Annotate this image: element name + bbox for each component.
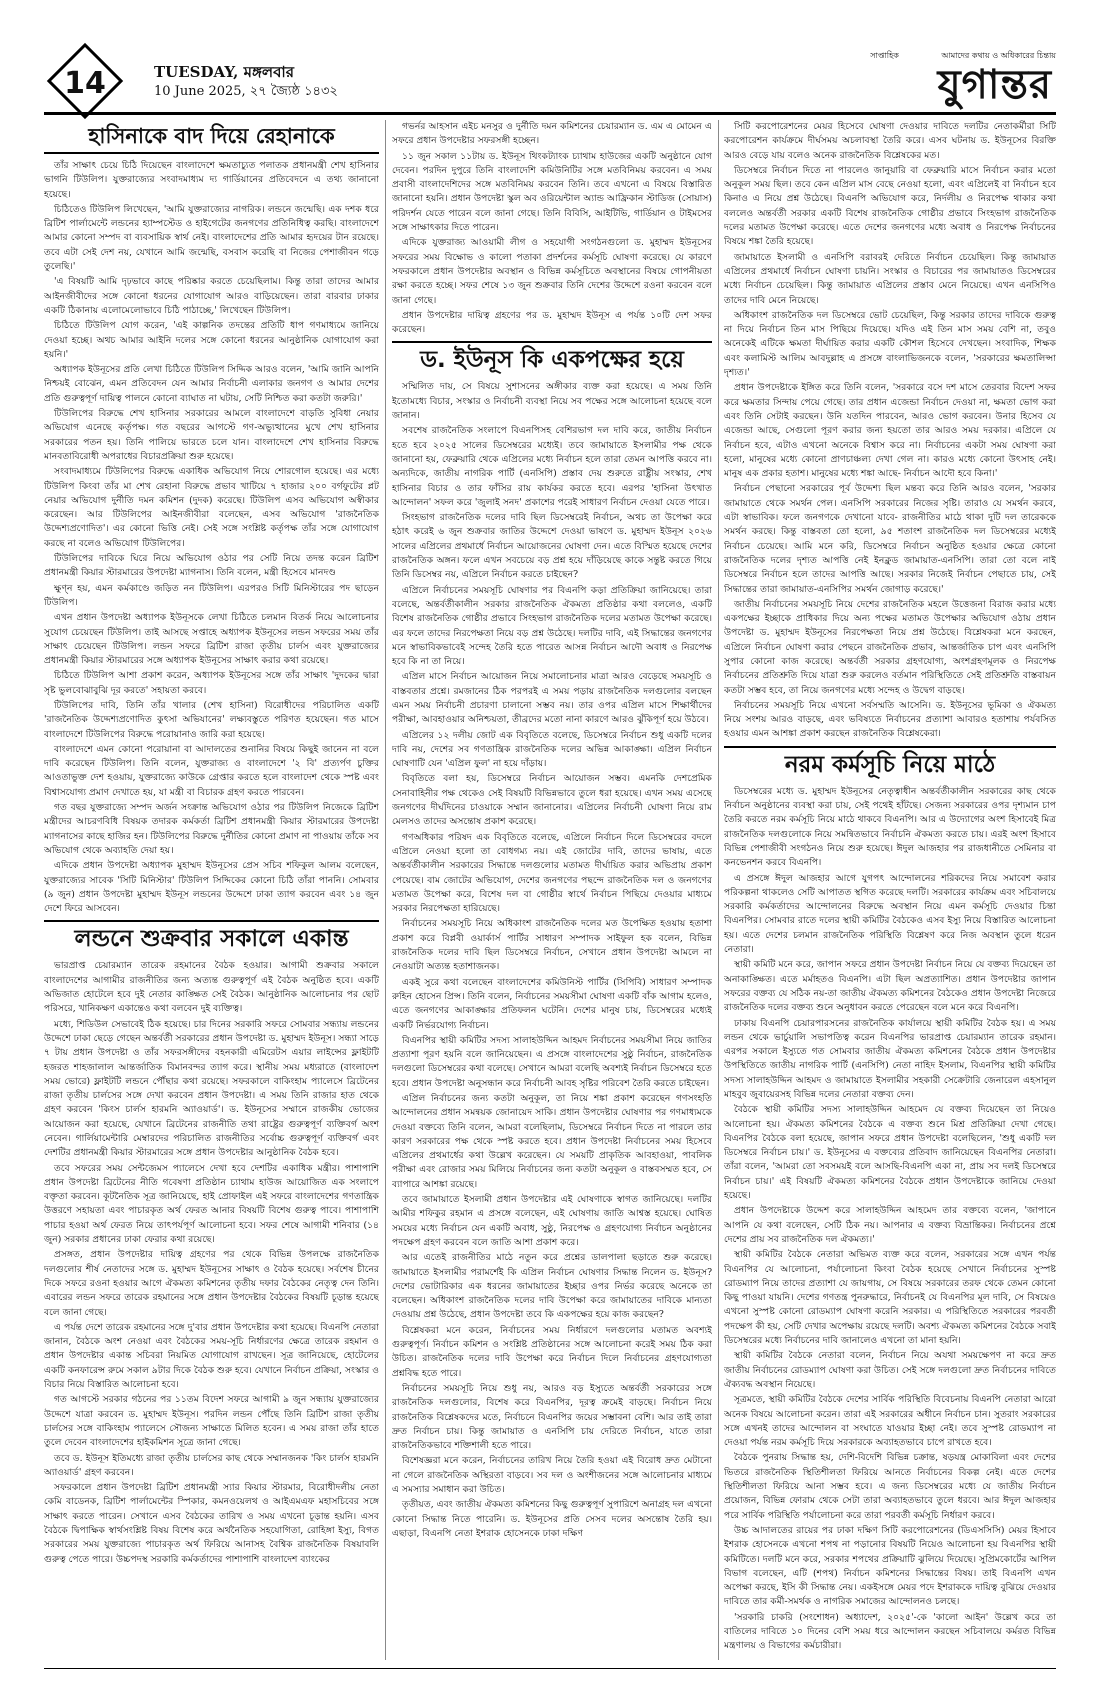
article-body: [724, 120, 1056, 742]
paragraph: বাংলাদেশে এমন কোনো পরোয়ানা বা আদালতের শুনানির বিষয়ে কিছুই জানেন না বলে দাবি করেছেন টিউলিপ। তিনি বলেন, যুক্তরাজ্য ও বাংলাদেশে '২ বি' প্রত্যর্পণ চুক্তির আওতাভুক্ত দেশ হওয়ায়, যুক্তরাজ্যে কাউকে গ্রেপ্তার করতে হলে বাংলাদেশ থেকে স্পষ্ট এবং বিশ্বাসযোগ্য প্রমাণ দেখাতে হয়, যা মন্ত্রী বা বিচারক গ্রহণ করতে পারবেন।: [44, 743, 379, 798]
paragraph: সংবাদমাধ্যমে টিউলিপের বিরুদ্ধে একাধিক অভিযোগ নিয়ে শোরগোল হয়েছে। এর মধ্যে টিউলিপ কিংবা তাঁর মা শেখ রেহানা বিরুদ্ধে প্রভাব খাটিয়ে ৭ হাজার ২০০ বর্গফুটের প্লট নেয়ার অভিযোগ দুর্নীতি দমন কমিশন (দুদক) করেছে। টিউলিপ এসব অভিযোগ অস্বীকার করেছেন। আর টিউলিপের আইনজীবীরা বলেছেন, এসব অভিযোগ 'রাজনৈতিক উদ্দেশ্যপ্রণোদিত'। এর কোনো ভিত্তি নেই। সেই সঙ্গে সংশ্লিষ্ট কর্তৃপক্ষ তাঁর সঙ্গে যোগাযোগ করছে না বলেও অভিযোগ টিউলিপের।: [44, 466, 379, 549]
headline-hasina-rehana: হাসিনাকে বাদ দিয়ে রেহানাকে: [44, 122, 379, 154]
date-label: 10 June 2025, ২৭ জ্যৈষ্ঠ ১৪৩২: [154, 84, 338, 99]
paragraph: প্রধান উপদেষ্টাকে ইঙ্গিত করে তিনি বলেন, 'সরকারে বসে দশ মাসে তেরবার বিদেশ সফর করে ক্ষমতার সিন্দায় পেয়ে গেছে। তার প্রধান এজেন্ডা নির্বাচন দেওয়া না, ক্ষমতা ভোগ করা এবং তিনি সেটাই করছেন। উনি যতদিন পারবেন, আরও ভোগ করবেন। উনার হিসেব যে এজেন্ডা আছে, সেগুলো পূরণ করার জন্য হয়তো তার আরও সময় দরকার। এপ্রিলে যে নির্বাচন হবে, এটাও এখনো অনেকে বিশ্বাস করে না। নির্বাচনের একটা সময় ঘোষণা করা হলো, মানুষের মধ্যে কোনো প্রাণচাঞ্চল্য দেখা গেল না। কারও মধ্যে কোনো উৎসাহ নেই। মানুষ এক প্রকার হতাশ। মানুষের মধ্যে শঙ্কা আছে- নির্বাচন আদৌ হবে কিনা।': [724, 382, 1056, 480]
paragraph: 'এ বিষয়টি আমি দৃঢ়ভাবে কাছে পরিষ্কার করতে চেয়েছিলাম। কিন্তু তারা তাদের আমার আইনজীবীদের সঙ্গে কোনো ধরনের যোগাযোগ আরও বাড়িয়েছেন। তারা বারবার ঢাকার একটি ঠিকানায় এলোমেলোভাবে চিঠি পাঠাচ্ছে,' লিখেছেন টিউলিপ।: [44, 276, 379, 316]
paragraph: সবশেষ রাজনৈতিক সংলাপে বিএনপিসহ বেশিরভাগ দল দাবি করে, জাতীয় নির্বাচন হতে হবে ২০২৫ সালের ডিসেম্বরের মধ্যেই। তবে জামায়াতে ইসলামীর পক্ষ থেকে জানানো হয়, ফেব্রুয়ারি থেকে এপ্রিলের মধ্যে নির্বাচন হলে তারা তেমন আপত্তি করবে না। অন্যদিকে, জাতীয় নাগরিক পার্টি (এনসিপি) প্রস্তাব দেয় শুরুতে রাষ্ট্রীয় সংস্কার, শেখ হাসিনার বিচার ও তার ফাঁসির রায় কার্যকর করতে হবে। এরপর 'হাসিনা উৎখাত আন্দোলন' সফল করে 'জুলাই সনদ' প্রকাশের পরেই সাধারণ নির্বাচন দেওয়া যেতে পারে।: [392, 425, 712, 508]
paragraph: এপ্রিল মাসে নির্বাচন আয়োজন নিয়ে সমালোচনার মাত্রা আরও বেড়েছে সময়সূচি ও বাস্তবতার প্রশ্নে। রমজানের ঠিক পরপরই এ সময় পড়ায় রাজনৈতিক দলগুলোর বলছেন এমন সময় নির্বাচনী প্রচারণা চালানো সম্ভব নয়। তার ওপর এপ্রিল মাসে শিক্ষার্থীদের পরীক্ষা, আবহাওয়ার অনিশ্চয়তা, তীব্রদের মতো নানা কারণে আরও ঝুঁকিপূর্ণ হয়ে উঠবে।: [392, 671, 712, 726]
paragraph: মধ্যে, শিডিউল সেভাবেই ঠিক হয়েছে। চার দিনের সরকারি সফরে সোমবার সন্ধ্যায় লন্ডনের উদ্দেশে ঢাকা ছেড়ে গেছেন অন্তর্বর্তী সরকারের প্রধান উপদেষ্টা ড. মুহাম্মদ ইউনূস। সন্ধ্যা সাড়ে ৭ টায় প্রধান উপদেষ্টা ও তাঁর সফরসঙ্গীদের বহনকারী এমিরেটস এয়ার লাইন্সের ফ্লাইটটি হজরত শাহজালাল আন্তর্জাতিক বিমানবন্দর ত্যাগ করে। স্থানীয় সময় মধ্যরাতে (বাংলাদেশ সময় ভোরে) ফ্লাইটটি লন্ডনে পৌঁছার কথা রয়েছে। সফরকালে বাকিংহাম প্যালেসে ব্রিটেনের রাজা তৃতীয় চার্লসের সঙ্গে দেখা করবেন প্রধান উপদেষ্টা। এ সময় তিনি রাজার হাত থেকে গ্রহণ করবেন 'কিংস চার্লস হারমনি অ্যাওয়ার্ড'। ড. ইউনূসের সম্মানে রাজকীয় ভোজের আয়োজন করা হয়েছে, যেখানে ব্রিটেনের রাজনীতি তথা রাষ্ট্রের গুরুত্বপূর্ণ ব্যক্তিবর্গ অংশ নেবেন। গার্লিয়ামেন্টারি মেম্বারদের পরিচালিত রাজনীতির সর্বোচ্চ গুরুত্বপূর্ণ ব্যক্তিবর্গ এবং দেশটির প্রধানমন্ত্রী কিয়ার স্টারমারের সঙ্গে প্রধান উপদেষ্টার আনুষ্ঠানিক বৈঠক হবে।: [44, 1018, 379, 1159]
paragraph: গভর্নর আহসান এইচ মনসুর ও দুর্নীতি দমন কমিশনের চেয়ারম্যান ড. এম এ মোমেন এ সফরে প্রধান উপদেষ্টার সফরসঙ্গী হচ্ছেন।: [392, 121, 712, 147]
paragraph: আর এতেই রাজনীতির মাঠে নতুন করে প্রশ্নের ডালপালা ছড়াতে শুরু করেছে। জামায়াতে ইসলামীর পরামর্শেই কি এপ্রিল নির্বাচন ঘোষণার সিদ্ধান্ত নিলেন ড. ইউনূস? দেশের ভোটারিকার এক ধরনের জামায়াতের ইচ্ছার ওপর নির্ভর করেছে অনেকে তা বলেছেন। অধিকাংশ রাজনৈতিক দলের দাবি উপেক্ষা করে জামায়াতের দাবিকে মান্যতা দেওয়ায় প্রশ্ন উঠেছে, প্রধান উপদেষ্টা তবে কি একপক্ষের হয়ে কাজ করছেন?: [392, 1252, 712, 1321]
paragraph: অধিকাংশ রাজনৈতিক দল ডিসেম্বরে ভোট চেয়েছিল, কিন্তু সরকার তাদের দাবিকে গুরুত্ব না দিয়ে নির্বাচন তিন মাস পিছিয়ে দিয়েছে। যদিও এই তিন মাস সময় বেশি না, তবুও অনেকেই এটিকে ক্ষমতা দীর্ঘায়িত করার একটি কৌশল হিসেবে দেখছেন। সংবাদিক, শিক্ষক এবং কলামিস্ট আলিম আবদুল্লাহ এ প্রসঙ্গে বাংলাভিজনকে বলেন, 'সরকারের ক্ষমতালিপ্সা দৃশ্যত।': [724, 309, 1056, 379]
divider: [724, 746, 1056, 748]
paragraph: টিউলিপের দাবি, তিনি তাঁর খালার (শেখ হাসিনা) বিরোধীদের পরিচালিত একটি 'রাজনৈতিক উদ্দেশ্যপ্রণোদিত কুৎসা অভিযানের' লক্ষ্যবস্তুতে পরিণত হয়েছেন। গত মাসে বাংলাদেশে টিউলিপের বিরুদ্ধে পরোয়ানাও জারি করা হয়েছে।: [44, 699, 379, 740]
paragraph: টিউলিপের বিরুদ্ধে শেখ হাসিনার সরকারের আমলে বাংলাদেশে বাড়তি সুবিধা নেয়ার অভিযোগ এনেছে কর্তৃপক্ষ। গত বছরের আগস্টে গণ-অভ্যুত্থানের মুখে শেখ হাসিনার সরকারের পতন হয়। তিনি পালিয়ে ভারতে চলে যান। বাংলাদেশে শেখ হাসিনার বিরুদ্ধে মানবতাবিরোধী অপরাধের বিচারপ্রক্রিয়া শুরু হয়েছে।: [44, 408, 379, 462]
paragraph: গত বছর যুক্তরাজ্যে সম্পদ অর্জন সংক্রান্ত অভিযোগ ওঠার পর টিউলিপ নিজেকে ব্রিটিশ মন্ত্রীদের আচরণবিধি বিষয়ক তদারক কর্মকর্তা ব্রিটিশ প্রধানমন্ত্রী কিয়ার স্টারমারের উপদেষ্টা ম্যাগনাসের কাছে হাজির হন। টিউলিপের বিরুদ্ধে দুর্নীতির কোনো প্রমাণ না পাওয়ায় তাঁকে সব অভিযোগ থেকে অব্যাহতি দেয়া হয়।: [44, 802, 379, 856]
paragraph: অধ্যাপক ইউনূসের প্রতি লেখা চিঠিতে টিউলিপ সিদ্দিক আরও বলেন, 'আমি জানি আপনি নিশ্চয়ই বোঝেন, এমন প্রতিবেদন যেন আমার নির্বাচনী এলাকার জনগণ ও আমার দেশের প্রতি গুরুত্বপূর্ণ দায়িত্ব পালনে কোনো ব্যাঘাত না ঘটায়, সেটি নিশ্চিত করা কতটা জরুরি।': [44, 364, 379, 404]
paragraph: স্থায়ী কমিটির বৈঠকে নেতারা বলেন, নির্বাচন নিয়ে অযথা সময়ক্ষেপণ না করে দ্রুত জাতীয় নির্বাচনের রোডম্যাপ ঘোষণা করা উচিত। সেই সঙ্গে দলগুলো দ্রুত নির্বাচনের দাবিতে ঐক্যবদ্ধ অবস্থান নিয়েছে।: [724, 1350, 1056, 1390]
day-label: TUESDAY, মঙ্গলবার: [154, 63, 295, 81]
brand-logo: যুগান্তর: [937, 62, 1052, 108]
paragraph: বৈঠকে পুনরায় সিদ্ধান্ত হয়, দেশি-বিদেশি বিভিন্ন চক্রান্ত, ষড়যন্ত্র মোকাবিলা এবং দেশের ভিতরে রাজনৈতিক স্থিতিশীলতা ফিরিয়ে আনতে নির্বাচনের বিকল্প নেই। এতে দেশের স্থিতিশীলতা ফিরিয়ে আনা সম্ভব হবে। এ জন্য ডিসেম্বরের মধ্যে যে জাতীয় নির্বাচন প্রয়োজন, বিভিন্ন ফোরাম থেকে সেটা তারা অব্যাহতভাবে তুলে ধরবে। আর ঈদুল আজহার পরে সার্বিক পরিস্থিতি পর্যালোচনা করে তারা পরবর্তী কর্মসূচি নির্ধারণ করবে।: [724, 1452, 1056, 1521]
paragraph: গত আগস্টে সরকার গঠনের পর ১১তম বিদেশ সফরে আগামী ৯ জুন সন্ধ্যায় যুক্তরাজ্যের উদ্দেশে যাত্রা করবেন ড. মুহাম্মদ ইউনূস। পরদিন লন্ডন পৌঁছে তিনি ব্রিটিশ রাজা তৃতীয় চার্লসের সঙ্গে বাকিংহাম প্যালেসে সৌজন্য সাক্ষাতে মিলিত হবেন। এ সময় রাজা তাঁর হাতে তুলে দেবেন বাংলাদেশের হাইকমিশন সূত্রে জানা গেছে।: [44, 1394, 379, 1449]
headline-yunus-one-side: ড. ইউনূস কি একপক্ষের হয়ে: [420, 347, 684, 374]
paragraph: গণঅধিকার পরিষদ এক বিবৃতিতে বলেছে, এপ্রিলে নির্বাচন দিলে ডিসেম্বরের বদলে এপ্রিলে নেওয়া হলো তা বোধগম্য নয়। এই জোটের দাবি, তাদের ভাষায়, এতে অন্তর্বর্তীকালীন সরকারের সিদ্ধান্তে দলগুলোর মতামত দীর্ঘায়িত করার অভিপ্রায় প্রকাশ পেয়েছে। বাম জোটের অভিযোগ, দেশের জনগণের পছন্দে রাজনৈতিক দল ও জনগণের মতামত উপেক্ষা করে, বিশেষ দল বা গোষ্ঠীর স্বার্থে নির্বাচন পিছিয়ে দেওয়ার মাধ্যমে সরকার নিরপেক্ষতা হারিয়েছে।: [392, 831, 712, 915]
paragraph: চিঠিতে টিউলিপ যোগ করেন, 'এই কাল্পনিক তদন্তের প্রতিটি ধাপ গণমাধ্যমে জানিয়ে দেওয়া হচ্ছে। অথচ আমার আইনি দলের সঙ্গে কোনো ধরনের আনুষ্ঠানিক যোগাযোগ করা হয়নি।': [44, 320, 379, 360]
paragraph: জাতীয় নির্বাচনের সময়সূচি নিয়ে দেশের রাজনৈতিক মহলে উত্তেজনা বিরাজ করার মধ্যে একপক্ষের ইচ্ছাকে প্রাধিকার দিয়ে অন্য পক্ষের মতামত উপেক্ষার অভিযোগ ওঠায় প্রধান উপদেষ্টা ড. মুহাম্মদ ইউনূসের নিরপেক্ষতা নিয়ে প্রশ্ন উঠেছে। বিশ্লেষকরা মনে করছেন, এপ্রিলে নির্বাচন ঘোষণা করার পেছনে রাজনৈতিক প্রভাব, আন্তর্জাতিক চাপ এবং এনসিপি সুপার কোনো কাজ করেছে। অন্তর্বর্তী সরকার গ্রহণযোগ্য, অংশগ্রহণমূলক ও নিরপেক্ষ নির্বাচনের প্রতিশ্রুতি দিয়ে যাত্রা শুরু করলেও বর্তমান পরিস্থিতিতে সেই প্রতিশ্রুতি বাস্তবায়ন কতটা সম্ভব হবে, তা নিয়ে জনগণের মধ্যে সন্দেহ ও উদ্বেগ বাড়ছে।: [724, 598, 1056, 696]
brand-prefix: সাপ্তাহিক: [870, 51, 899, 60]
paragraph: তৃতীয়ত, এবং জাতীয় ঐকমত্য কমিশনের কিছু গুরুত্বপূর্ণ সুপারিশে অনাগ্রহ দল এখনো কোনো সিদ্ধান্ত নিতে পারেনি। ড. ইউনূসের প্রতি সেসব দলের অসন্তোষ তৈরি হয়। এছাড়া, বিএনপি নেতা ইশরাক হোসেনকে ঢাকা দক্ষিণ: [392, 1499, 712, 1539]
article-body: [392, 380, 712, 1541]
paragraph: বিবৃতিতে বলা হয়, ডিসেম্বরে নির্বাচন আয়োজন সম্ভব। এমনকি দেশপ্রেমিক সেনাবাহিনীর পক্ষ থেকেও সেই বিষয়টি বিভিন্নভাবে তুলে ধরা হয়েছে। এখন সময় এসেছে জনগণের দীর্ঘদিনের চাওয়াকে সম্মান জানানোর। এপ্রিলের নির্বাচনী ঘোষণা নিয়ে রাম মেলসও তাদের অসন্তোষ প্রকাশ করেছে।: [392, 773, 712, 828]
paragraph: প্রধান উপদেষ্টার দায়িত্ব গ্রহণের পর ড. মুহাম্মদ ইউনূস এ পর্যন্ত ১০টি দেশ সফর করেছেন।: [392, 309, 712, 336]
masthead-rule: [44, 112, 1056, 115]
paragraph: ঢাকায় বিএনপি চেয়ারপারসনের রাজনৈতিক কার্যালয়ে স্থায়ী কমিটির বৈঠক হয়। এ সময় লন্ডন থেকে ভার্চুয়ালি সভাপতিত্ব করেন বিএনপির ভারপ্রাপ্ত চেয়ারম্যান তারেক রহমান। এরপর সকালে ইস্যুতে গত সোমবার জাতীয় ঐকমত্য কমিশনের বৈঠকে প্রধান উপদেষ্টার উপস্থিতিতে জাতীয় নাগরিক পার্টি (এনসিপি) নেতা নাহিদ ইসলাম, বিএনপির স্থায়ী কমিটির সদস্য সালাহউদ্দিন আহমদ ও জামায়াতে ইসলামীর সহকারী সেক্রেটারি জেনারেল এহসানুল মাহবুব জুবায়েরসহ বিভিন্ন দলের নেতারা বক্তব্য দেন।: [724, 1017, 1056, 1100]
column-separator: [385, 120, 386, 1660]
paragraph: ডিসেম্বরে নির্বাচন দিতে না পারলেও জানুয়ারি বা ফেব্রুয়ারি মাসে নির্বাচন করার মতো অনুকূল সময় ছিল। তবে কেন এপ্রিল মাস বেছে নেওয়া হলো, এবং এপ্রিলেই বা নির্বাচন হবে কিনাও এ নিয়ে প্রশ্ন উঠেছে। বিএনপি অভিযোগ করে, নির্দলীয় ও নিরপেক্ষ থাকার কথা বললেও অন্তর্বর্তী সরকার একটি বিশেষ রাজনৈতিক গোষ্ঠীর প্রভাবে সিংহভাগ রাজনৈতিক দলের মতামত উপেক্ষা করেছে। এতে দেশের জনগণের মধ্যে অবাধ ও নিরপেক্ষ নির্বাচনের বিষয়ে শঙ্কা তৈরি হয়েছে।: [724, 164, 1056, 248]
paragraph: এদিকে যুক্তরাজ্য আওয়ামী লীগ ও সহযোগী সংগঠনগুলো ড. মুহাম্মদ ইউনূসের সফরের সময় বিক্ষোভ ও কালো পতাকা প্রদর্শনের কর্মসূচি ঘোষণা করেছে। যে কারণে সফরকালে প্রধান উপদেষ্টার অবস্থান ও বিভিন্ন কর্মসূচিতে অবস্থানের বিষয়ে গোপনীয়তা রক্ষা করতে হচ্ছে। সফর শেষে ১৩ জুন শুক্রবার তিনি দেশের উদ্দেশে রওনা করবেন বলে জানা গেছে।: [392, 237, 712, 306]
paragraph: এপ্রিলে নির্বাচনের সময়সূচি ঘোষণার পর বিএনপি কড়া প্রতিক্রিয়া জানিয়েছে। তারা বলেছে, অন্তর্বর্তীকালীন সরকার রাজনৈতিক ঐকমত্য প্রতিষ্ঠার কথা বললেও, একটি বিশেষ রাজনৈতিক গোষ্ঠীর প্রভাবে সিংহভাগ রাজনৈতিক দলের মতামত উপেক্ষা করেছে। এর ফলে তাদের নিরপেক্ষতা নিয়ে বড় প্রশ্ন উঠেছে। দলটির দাবি, এই সিদ্ধান্তের জনগণের মনে স্বাভাবিকভাবেই সন্দেহ তৈরি হতে পারেত আসন্ন নির্বাচন আদৌ অবাধ ও নিরপেক্ষ হবে কি না তা নিয়ে।: [392, 584, 712, 668]
column-3: [724, 120, 1056, 1660]
paragraph: বিশেষজ্ঞরা মনে করেন, নির্বাচনের তারিখ নিয়ে তৈরি হওয়া এই বিরোধ দ্রুত মেটানো না গেলে রাজনৈতিক অস্থিরতা বাড়বে। সব দল ও অংশীজনের সঙ্গে আলোচনার মাধ্যমে এ সমস্যার সমাধান করা উচিত।: [392, 1455, 712, 1496]
paragraph: তবে জামায়াতে ইসলামী প্রধান উপদেষ্টার এই ঘোষণাকে স্বাগত জানিয়েছে। দলটির আমীর শফিকুর রহমান এ প্রসঙ্গে বলেছেন, এই ঘোষণায় জাতি আশ্বস্ত হয়েছে। ঘোষিত সময়ের মধ্যে নির্বাচন যেন একটি অবাধ, সুষ্ঠু, নিরপেক্ষ ও গ্রহণযোগ্য নির্বাচন অনুষ্ঠানের পদক্ষেপ গ্রহণ করবেন বলে জাতি আশা প্রকাশ করে।: [392, 1194, 712, 1248]
paragraph: সিংহভাগ রাজনৈতিক দলের দাবি ছিল ডিসেম্বরেই নির্বাচন, অথচ তা উপেক্ষা করে হঠাৎ করেই ৬ জুন শুক্রবার জাতির উদ্দেশে দেওয়া ভাষণে ড. মুহাম্মদ ইউনূস ২০২৬ সালের এপ্রিলের প্রথমার্ধে নির্বাচন আয়োজনের ঘোষণা দেন। এতে বিস্মিত হয়েছে দেশের রাজনৈতিক অঙ্গন। ফলে এখন সবচেয়ে বড় প্রশ্ন হয়ে দাঁড়িয়েছে কাকে সন্তুষ্ট করতে গিয়ে তিনি ডিসেম্বর নয়, এপ্রিলে নির্বাচন করতে চাইছেন?: [392, 512, 712, 581]
footer-rule: [44, 1668, 1056, 1669]
paragraph: ডিসেম্বরের মধ্যে ড. মুহাম্মদ ইউনূসের নেতৃত্বাধীন অন্তর্বর্তীকালীন সরকারের কাছ থেকে নির্বাচন অনুষ্ঠানের ব্যবস্থা করা চায়, সেই পথেই হাঁটছে। সেজন্য সরকারের ওপর দৃশ্যমান চাপ তৈরি করতে নরম কর্মসূচি নিয়ে মাঠে থাকবে বিএনপি। আর এ উদ্যোগের অংশ হিসাবেই মিত্র রাজনৈতিক দলগুলোকে নিয়ে সমন্বিতভাবে নির্বাচনি ঐকমত্য করতে চায়। এরই অংশ হিসাবে বিভিন্ন পেশাজীবী সংগঠনও নিয়ে শুরু হয়েছে। ঈদুল আজহার পর রাজধানীতে সেমিনার বা কনভেনশন করবে বিএনপি।: [724, 785, 1056, 869]
paragraph: ক্ষুণ্ন হয়, এমন কর্মকাণ্ডে জড়িত নন টিউলিপ। এরপরও সিটি মিনিস্টারের পদ ছাড়েন টিউলিপ।: [44, 582, 379, 608]
page-number: 14: [64, 65, 106, 101]
paragraph: তবে ড. ইউনূস ইতিমধ্যে রাজা তৃতীয় চার্লসের কাছ থেকে সম্মানজনক 'কিং চার্লস হারমনি অ্যাওয়ার্ড' গ্রহণ করবেন।: [44, 1452, 379, 1478]
paragraph: তাঁর সাক্ষাৎ চেয়ে চিঠি দিয়েছেন বাংলাদেশে ক্ষমতাচ্যুত পলাতক প্রধানমন্ত্রী শেখ হাসিনার ভাগনি টিউলিপ। যুক্তরাজ্যের সংবাদমাধ্যম দ্য গার্ডিয়ানের প্রতিবেদনে এ তথ্য জানানো হয়েছে।: [44, 160, 379, 200]
headline-london-meeting: লন্ডনে শুক্রবার সকালে একান্ত: [74, 926, 349, 953]
paragraph: জামায়াতে ইসলামী ও এনসিপি বরাবরই দেরিতে নির্বাচন চেয়েছিল। কিন্তু জামায়াত এপ্রিলের প্রথমার্ধে নির্বাচন ঘোষণা চায়নি। সংস্কার ও বিচারের পর জামায়াতও ডিসেম্বরের মধ্যে নির্বাচন চেয়েছিল। কিন্তু জামায়াত এপ্রিলের প্রস্তাব মেনে নিয়েছে। এখন এনসিপিও তাদের দাবি মেনে নিয়েছে।: [724, 251, 1056, 306]
paragraph: নির্বাচনের সময়সূচি নিয়ে অধিকাংশ রাজনৈতিক দলের মত উপেক্ষিত হওয়ায় হতাশা প্রকাশ করে বিপ্লবী ওয়ার্কার্স পার্টির সাধারণ সম্পাদক সাইফুল হক বলেন, বিভিন্ন রাজনৈতিক দলের দাবি ছিল ডিসেম্বরে নির্বাচন, সেখানে প্রধান উপদেষ্টা আমলে না নেওয়াটা অত্যন্ত হতাশাজনক।: [392, 918, 712, 973]
paragraph: বিশ্লেষকরা মনে করেন, নির্বাচনের সময় নির্ধারণে দলগুলোর মতামত অবশ্যই গুরুত্বপূর্ণ। নির্বাচন কমিশন ও সংশ্লিষ্ট প্রতিষ্ঠানের সঙ্গে আলোচনা করেই সময় ঠিক করা উচিত। রাজনৈতিক দলের দাবি উপেক্ষা করে নির্বাচন দিলে নির্বাচনের গ্রহণযোগ্যতা প্রশ্নবিদ্ধ হতে পারে।: [392, 1324, 712, 1379]
paragraph: সিটি করপোরেশনের মেয়র হিসেবে ঘোষণা দেওয়ার দাবিতে দলটির নেতাকর্মীরা সিটি করপোরেশন কার্যক্রমে দীর্ঘসময় অচলাবস্থা তৈরি করে। এসব ঘটনায় ড. ইউনূসের বিরক্তি আরও বেড়ে যায় বলেও অনেক রাজনৈতিক বিশ্লেষকের মত।: [724, 121, 1056, 161]
paragraph: স্থায়ী কমিটি মনে করে, জাপান সফরে প্রধান উপদেষ্টা নির্বাচন নিয়ে যে বক্তব্য দিয়েছেন তা অনাকাঙ্ক্ষিত। এতে মর্মাহতও বিএনপি। এটা ছিল অপ্রত্যাশিত। প্রধান উপদেষ্টার জাপান সফরের বক্তব্য যে সঠিক নয়-তা জাতীয় ঐকমত্য কমিশনের বৈঠকেও প্রধান উপদেষ্টা নিজেরে রাজনৈতিক দলের বক্তব্য শুনে অনুধাবন করতে পেরেছেন বলে মনে করে বিএনপি।: [724, 959, 1056, 1014]
paragraph: এপ্রিলের ১২ দলীয় জোট এক বিবৃতিতে বলেছে, ডিসেম্বরে নির্বাচন শুধু একটি দলের দাবি নয়, দেশের সব গণতান্ত্রিক রাজনৈতিক দলের অভিন্ন আকাঙ্ক্ষা। এপ্রিল নির্বাচন ঘোষণাটি যেন 'এপ্রিল ফুল' না হয়ে দাঁড়ায়।: [392, 729, 712, 770]
paragraph: নির্বাচনের সময়সূচি নিয়ে এখনো সর্বসম্মতি আসেনি। ড. ইউনূসের ভূমিকা ও ঐকমত্য নিয়ে সংশয় আরও বাড়ছে, এবং ভবিষ্যতে নির্বাচনের প্রত্যাশা আবারও হতাশায় পর্যবসিত হওয়ার এমন আশঙ্কা প্রকাশ করছেন রাজনৈতিক বিশ্লেষকেরা।: [724, 699, 1056, 740]
paragraph: এ পর্যন্ত দেশে তারেক রহমানের সঙ্গে দু'বার প্রধান উপদেষ্টার কথা হয়েছে। বিএনপি নেতারা জানান, বৈঠকে অংশ নেওয়া এবং বৈঠকের সময়-সূচি নির্ধারণের ক্ষেত্রে তারেক রহমান ও প্রধান উপদেষ্টার একান্ত সচিবরা নিয়মিত যোগাযোগ রাখছেন। সূত্র জানিয়েছে, হোটেলের একটি কনফারেন্স রুমে সকাল ৯টার দিকে বৈঠক শুরু হবে। যেখানে নির্বাচন প্রক্রিয়া, সংস্কার ও বিচার নিয়ে বিস্তারিত আলোচনা হবে।: [44, 1321, 379, 1391]
paragraph: চিঠিতেও টিউলিপ লিখেছেন, 'আমি যুক্তরাজ্যের নাগরিক। লন্ডনে জন্মেছি। এক দশক ধরে ব্রিটিশ পার্লামেন্টে লন্ডনের হ্যাম্পস্টেড ও হাইগেটের জনগণের প্রতিনিধিত্ব করছি। বাংলাদেশে আমার কোনো সম্পদ বা ব্যবসায়িক স্বার্থ নেই। বাংলাদেশের প্রতি আমার হৃদয়ের টান রয়েছে। তবে এটা সেই দেশ নয়, যেখানে আমি জন্মেছি, বসবাস করেছি বা নিজের পেশাজীবন গড়ে তুলেছি।': [44, 203, 379, 273]
paragraph: উচ্চ আদালতের রায়ের পর ঢাকা দক্ষিণ সিটি করপোরেশনের (ডিএসসিসি) মেয়র হিসাবে ইশরাক হোসেনকে এখনো শপথ না পড়ানোর বিষয়টি নিয়েও আলোচনা হয় বিএনপির স্থায়ী কমিটিতে। দলটি মনে করে, সরকার শপথের প্রক্রিয়াটি ঝুলিয়ে দিয়েছে। সুপ্রিমকোর্টের আপিল বিভাগ বলেছেন, এটি (শপথ) নির্বাচন কমিশনের সিদ্ধান্তের বিষয়। তাই বিএনপি এখন অপেক্ষা করছে, ইসি কী সিদ্ধান্ত নেয়। একইসঙ্গে মেয়র পদে ইশরাককে দায়িত্ব বুঝিয়ে দেওয়ার দাবিতে তার কর্মী-সমর্থক ও নাগরিক সমাজের আন্দোলনও চলছে।: [724, 1524, 1056, 1608]
headline-soft-program: নরম কর্মসূচি নিয়ে মাঠে: [784, 751, 996, 778]
paragraph: প্রসঙ্গত, প্রধান উপদেষ্টার দায়িত্ব গ্রহণের পর থেকে বিভিন্ন উপলক্ষে রাজনৈতিক দলগুলোর শীর্ষ নেতাদের সঙ্গে ড. মুহাম্মদ ইউনূসের সাক্ষাৎ ও বৈঠক হয়েছে। সর্বশেষ চীনের দিকে সফরে রওনা হওয়ার আগে ঐকমত্য কমিশনের তৃতীয় দফার বৈঠকের নেতৃত্ব দেন তিনি। এবারের লন্ডন সফরে তারেক রহমানের সঙ্গে প্রধান উপদেষ্টার বৈঠকের বিষয়টি চূড়ান্ত হয়েছে বলে জানা গেছে।: [44, 1249, 379, 1318]
divider: [392, 341, 712, 343]
article-body: [44, 159, 379, 916]
article-body: [724, 785, 1056, 1654]
paragraph: 'সরকারি চাকরি (সংশোধন) অধ্যাদেশ, ২০২৫'-কে 'কালো আইন' উল্লেখ করে তা বাতিলের দাবিতে ১০ দিনের বেশি সময় ধরে আন্দোলন করছেন সচিবালয়ে কর্মরত বিভিন্ন মন্ত্রণালয় ও বিভাগের কর্মচারীরা।: [724, 1611, 1056, 1652]
article-body: [44, 959, 379, 1566]
paragraph: স্থায়ী কমিটির বৈঠকে নেতারা অভিমত ব্যক্ত করে বলেন, সরকারের সঙ্গে এখন পর্যন্ত বিএনপির যে আলোচনা, পর্যালোচনা কিংবা বৈঠক হয়েছে সেখানে নির্বাচনের সুস্পষ্ট রোডম্যাপ নিয়ে তাদের প্রত্যাশা যে জায়গায়, সে বিষয়ে সরকারের তরফ থেকে তেমন কোনো কিছু পাওয়া যায়নি। দেশের গণতন্ত্র পুনরুদ্ধারে, নির্বাচনই যে বিএনপির মূল দাবি, সে বিষয়েও এখনো সুস্পষ্ট কোনো রোডম্যাপ ঘোষণা করেনি সরকার। এ পরিস্থিতিতে সরকারের পরবর্তী পদক্ষেপ কী হয়, সেটি দেখার অপেক্ষায় রয়েছে দলটি। অবশ্য ঐকমত্য কমিশনের বৈঠকে সবাই ডিসেম্বরের মধ্যে নির্বাচনের দাবি জানালেও এখনো তা মানা হয়নি।: [724, 1249, 1056, 1347]
column-2: [392, 120, 712, 1660]
article-body: [392, 120, 712, 337]
divider: [44, 920, 379, 922]
paragraph: এ প্রসঙ্গে ঈদুল আজহার আগে যুগপৎ আন্দোলনের শরিকদের নিয়ে সমাবেশ করার পরিকল্পনা থাকলেও সেটি আপাতত স্থগিত করেছে দলটি। সরকারের কার্যক্রম এবং সচিবালয়ে সরকারি কর্মকর্তাদের আন্দোলনের বিরুদ্ধে অবস্থান নিয়ে এমন কর্মসূচি দেওয়ার চিন্তা বিএনপির। সোমবার রাতে দলের স্থায়ী কমিটির বৈঠকেও এসব ইস্যু নিয়ে বিস্তারিত আলোচনা হয়। এতে দেশের চলমান রাজনৈতিক পরিস্থিতি বিশ্লেষণ করে নিজ অবস্থান তুলে ধরেন নেতারা।: [724, 872, 1056, 956]
brand-tagline: আমাদের কথায় ও অধিকারের চিন্তায়: [941, 51, 1056, 60]
paragraph: তবে সফরের সময় সেন্টজেমস প্যালেসে দেখা হবে দেশটির একাধিক মন্ত্রীর। পাশাপাশি প্রধান উপদেষ্টা ব্রিটেনের নীতি গবেষণা প্রতিষ্ঠান চ্যাথাম হাউজ আয়োজিত এক সংলাপে বক্তৃতা করবেন। কূটনৈতিক সূত্র জানিয়েছে, হাই প্রোফাইল এই সফরে বাংলাদেশের গণতান্ত্রিক উত্তরণে সহায়তা এবং পাচারকৃত অর্থ ফেরত আনার বিষয়টি বিশেষ গুরুত্ব পাবে। পাশাপাশি পাচার হওয়া অর্থ ফেরত নিয়ে তাৎপর্যপূর্ণ আলোচনা হবে। সফর শেষে আগামী শনিবার (১৪ জুন) সরকার প্রধানের ঢাকা ফেরার কথা রয়েছে।: [44, 1162, 379, 1246]
paragraph: নির্বাচন পেছানো সরকারের পূর্ব উদ্দেশ্য ছিল মন্তব্য করে তিনি আরও বলেন, 'সরকার জামায়াতে থেকে সমর্থন পেল। এনসিপি সরকারের নিজের সৃষ্টি। তারাও যে সমর্থন করবে, এটা স্বাভাবিক। ফলে জনগণকে দেখানো যাবে- রাজনীতির মাঠে থাকা দুটি দল তারেককে সমর্থন করছে। কিন্তু বাস্তবতা তো হলো, ৯৫ শতাংশ রাজনৈতিক দল ডিসেম্বরের মধ্যেই নির্বাচন চেয়েছে। আমি মনে করি, ডিসেম্বরে নির্বাচন অনুষ্ঠিত হওয়ার ক্ষেত্রে কোনো রাজনৈতিক দলের দৃশ্যত আপত্তি নেই ইনক্লুড জামায়াত-এনসিপি। তারা তো বলে নাই ডিসেম্বরে নির্বাচন হলে তাদের আপত্তি আছে। সরকার নিজেই নির্বাচন পেছাতে চায়, সেই সিদ্ধান্তের তারা জামায়াত-এনসিপির সমর্থন জোগাড় করেছে।': [724, 483, 1056, 595]
paragraph: এখন প্রধান উপদেষ্টা অধ্যাপক ইউনূসকে লেখা চিঠিতে চলমান বিতর্ক নিয়ে আলোচনার সুযোগ চেয়েছেন টিউলিপ। তাই আসছে সপ্তাহে অধ্যাপক ইউনূসের লন্ডন সফরের সময় তাঁর সাক্ষাৎ চেয়েছেন টিউলিপ। লন্ডন সফরে ব্রিটিশ রাজা তৃতীয় চার্লস এবং যুক্তরাজ্যের প্রধানমন্ত্রী কিয়ার স্টারমারের সঙ্গে অধ্যাপক ইউনূসের সাক্ষাৎ করার কথা রয়েছে।: [44, 612, 379, 667]
paragraph: প্রধান উপদেষ্টাকে উদ্দেশ করে সালাহউদ্দিন আহমেদ তার বক্তব্যে বলেন, 'জাপানে আপনি যে কথা বলেছেন, সেটি ঠিক নয়। আপনার এ বক্তব্য বিভ্রান্তিকর। নির্বাচনের প্রশ্নে দেশের প্রায় সব রাজনৈতিক দল ঐকমত্য।': [724, 1205, 1056, 1245]
paragraph: এদিকে প্রধান উপদেষ্টা অধ্যাপক মুহাম্মদ ইউনূসের প্রেস সচিব শফিকুল আলম বলেছেন, যুক্তরাজ্যের সাবেক 'সিটি মিনিস্টার' টিউলিপ সিদ্দিকের কোনো চিঠি তাঁরা পাননি। সোমবার (৯ জুন) প্রধান উপদেষ্টা মুহাম্মদ ইউনূস লন্ডনের উদ্দেশে ঢাকা ত্যাগ করবেন এবং ১৪ জুন দেশে ফিরে আসবেন।: [44, 860, 379, 915]
column-separator: [718, 120, 719, 1660]
paragraph: এপ্রিল নির্বাচনের জন্য কতটা অনুকূল, তা নিয়ে শঙ্কা প্রকাশ করেছেন গণসংহতি আন্দোলনের প্রধান সমন্বয়ক জোনায়েদ সাকি। প্রধান উপদেষ্টার ঘোষণার পর গণমাধ্যমকে দেওয়া বক্তব্যে তিনি বলেন, আমরা বলেছিলাম, ডিসেম্বরে নির্বাচন দিতে না পারলে তার কারণ সরকারের পক্ষ থেকে স্পষ্ট করতে হবে। প্রধান উপদেষ্টা নির্বাচনের সময় হিসেবে এপ্রিলের প্রথমার্ধের কথা উল্লেখ করেছেন। যে সময়টি প্রাকৃতিক আবহাওয়া, পাবলিক পরীক্ষা এবং রোজার সময় মিলিয়ে নির্বাচনের জন্য কতটা অনুকূল ও বাস্তবসম্মত হবে, সে ব্যাপারে আশঙ্কা রয়েছে।: [392, 1093, 712, 1190]
paragraph: বৈঠকে স্থায়ী কমিটির সদস্য সালাহউদ্দিন আহমেদ যে বক্তব্য দিয়েছেন তা নিয়েও আলোচনা হয়। ঐকমত্য কমিশনের বৈঠকে এ বক্তব্য শুনে মিশ্র প্রতিক্রিয়া দেখা গেছে। বিএনপির বৈঠকে বলা হয়েছে, জাপান সফরে প্রধান উপদেষ্টা বলেছিলেন, 'শুধু একটি দল ডিসেম্বরে নির্বাচন চায়।' ড. ইউনূসের এ বক্তব্যের প্রতিবাদ জানিয়েছেন বিএনপির নেতারা। তাঁরা বলেন, 'আমরা তো সবসময়ই বলে আসছি-বিএনপি একা না, প্রায় সব দলই ডিসেম্বরে নির্বাচন চায়।' এই বিষয়টি ঐকমত্য কমিশনের বৈঠকে প্রধান উপদেষ্টাকে জানিয়ে দেওয়া হয়েছে।: [724, 1104, 1056, 1202]
column-1: [44, 120, 379, 1660]
paragraph: নির্বাচনের সময়সূচি নিয়ে শুধু নয়, আরও বড় ইস্যুতে অন্তর্বর্তী সরকারের সঙ্গে রাজনৈতিক দলগুলোর, বিশেষ করে বিএনপির, দূরত্ব ক্রমেই বাড়ছে। নির্বাচন নিয়ে রাজনৈতিক বিশ্লেষকদের মতে, নির্বাচনে বিএনপির জয়ের সম্ভাবনা বেশি। আর তাই তারা দ্রুত নির্বাচন চায়। কিন্তু জামায়াত ও এনসিপি চায় দেরিতে নির্বাচন, যাতে তারা রাজনৈতিকভাবে শক্তিশালী হতে পারে।: [392, 1382, 712, 1452]
paragraph: বিএনপির স্থায়ী কমিটির সদস্য সালাহউদ্দিন আহমদ নির্বাচনের সময়সীমা নিয়ে জাতির প্রত্যাশা পূরণ হয়নি বলে জানিয়েছেন। এ প্রসঙ্গে বাংলাদেশের সুষ্ঠু নির্বাচন, রাজনৈতিক দলগুলো ডিসেম্বরের কথা বলেছে। সেখানে আমরা বলেছি অবশ্যই নির্বাচন ডিসেম্বরে হতে হবে। প্রধান উপদেষ্টা অনুসন্ধান করে নির্বাচনী আবহ সৃষ্টির পরিবেশ তৈরি করতে চাইছেন।: [392, 1034, 712, 1089]
paragraph: চিঠিতে টিউলিপ আশা প্রকাশ করেন, অধ্যাপক ইউনূসের সঙ্গে তাঁর সাক্ষাৎ 'দুদকের দ্বারা সৃষ্ট ভুলবোঝাবুঝি দূর করতে' সহায়তা করবে।: [44, 670, 379, 696]
dateline: [154, 62, 338, 102]
paragraph: একই সুরে কথা বলেছেন বাংলাদেশের কমিউনিস্ট পার্টির (সিপিবি) সাধারণ সম্পাদক রুহিন হোসেন প্রিন্স। তিনি বলেন, নির্বাচনের সময়সীমা ঘোষণা একটি বাঁক আগাম হলেও, এতে জনগণের আকাঙ্ক্ষার প্রতিফলন ঘটেনি। দেশের মানুষ চায়, ডিসেম্বরের মধ্যেই একটি নির্ভরযোগ্য নির্বাচন।: [392, 976, 712, 1031]
brand: [766, 44, 1056, 114]
paragraph: টিউলিপের দাবিকে ঘিরে নিয়ে অভিযোগ ওঠার পর সেটি নিয়ে তদন্ত করেন ব্রিটিশ প্রধানমন্ত্রী কিয়ার স্টারমারের উপদেষ্টা ম্যাগনাস। তিনি বলেন, মন্ত্রী হিসেবে মানদণ্ড: [44, 553, 379, 579]
paragraph: ভারপ্রাপ্ত চেয়ারম্যান তারেক রহমানের বৈঠক হওয়ার। আগামী শুক্রবার সকালে বাংলাদেশের আগামীর রাজনীতির জন্য অত্যন্ত গুরুত্বপূর্ণ এই বৈঠক অনুষ্ঠিত হবে। একটি অভিজাত হোটেলে হবে দুই নেতার কাঙ্ক্ষিত সেই বৈঠক। আনুষ্ঠানিক আলোচনার পর ছোট পরিসরে, খানিকক্ষণ একান্তেও কথা বলবেন দুই ব্যক্তিত্ব।: [44, 960, 379, 1015]
paragraph: সূত্রমতে, স্থায়ী কমিটির বৈঠকে দেশের সার্বিক পরিস্থিতি বিবেচনায় বিএনপি নেতারা আরো অনেক বিষয়ে আলোচনা করেন। তারা এই সরকারের অধীনে নির্বাচন চান। সুতরাং সরকারের সঙ্গে এখনই তাদের আন্দোলন বা সংঘাতে যাওয়ার ইচ্ছা নেই। তবে সুস্পষ্ট রোডম্যাপ না দেওয়া পর্যন্ত নরম কর্মসূচি দিয়ে সরকারকে অব্যাহতভাবে চাপে রাখতে হবে।: [724, 1394, 1056, 1449]
masthead: [44, 44, 1056, 114]
paragraph: সফরকালে প্রধান উপদেষ্টা ব্রিটিশ প্রধানমন্ত্রী স্যার কিয়ার স্টারমার, বিরোধীদলীয় নেতা কেমি বাডেনক, ব্রিটিশ পার্লামেন্টের স্পিকার, কমনওয়েলথ ও আইএমএফ মহাসচিবের সঙ্গে সাক্ষাৎ করতে পারেন। সেখানে এসব বৈঠকের তারিখ ও সময় এখনো চূড়ান্ত হয়নি। এসব বৈঠকে দ্বিপাক্ষিক স্বার্থসংশ্লিষ্ট বিষয় বিশেষ করে অর্থনৈতিক সহযোগিতা, রোহিঙ্গা ইস্যু, বিগত সরকারের সময় যুক্তরাজ্যে পাচারকৃত অর্থ ফিরিয়ে আনাসহ বৈশ্বিক রাজনৈতিক বিষয়াবলি গুরুত্ব পেতে পারে। উচ্চপদস্থ সরকারি কর্মকর্তাদের পাশাপাশি বাংলাদেশ ব্যাংকের: [44, 1482, 379, 1565]
paragraph: সম্মিলিত দায়, সে বিষয়ে সুশাসনের অঙ্গীকার ব্যক্ত করা হয়েছে। এ সময় তিনি ইতোমধ্যে বিচার, সংস্কার ও নির্বাচনী ব্যবস্থা নিয়ে সব পক্ষের সঙ্গে আলোচনা হয়েছে বলে জানান।: [392, 381, 712, 422]
paragraph: ১১ জুন সকাল ১১টায় ড. ইউনূস থিংকট্যাংক চ্যাথাম হাউজের একটি অনুষ্ঠানে যোগ দেবেন। পরদিন দুপুরে তিনি বাংলাদেশি কমিউনিটির সঙ্গে মতবিনিময় করবেন। এ সময় প্রবাসী বাংলাদেশিদের সঙ্গে মতবিনিময় করবেন তিনি। তবে এখনো এ বিষয়ে বিস্তারিত জানানো হয়নি। প্রধান উপদেষ্টা স্কুল অব ওরিয়েন্টাল অ্যান্ড আফ্রিকান স্টাডিজ (সোয়াস) পরিদর্শন যেতে পারেন বলে জানা গেছে। তিনি বিবিসি, আইটিভি, গার্ডিয়ান ও টাইমসের সঙ্গে সাক্ষাৎকার দিতে পারেন।: [392, 150, 712, 234]
